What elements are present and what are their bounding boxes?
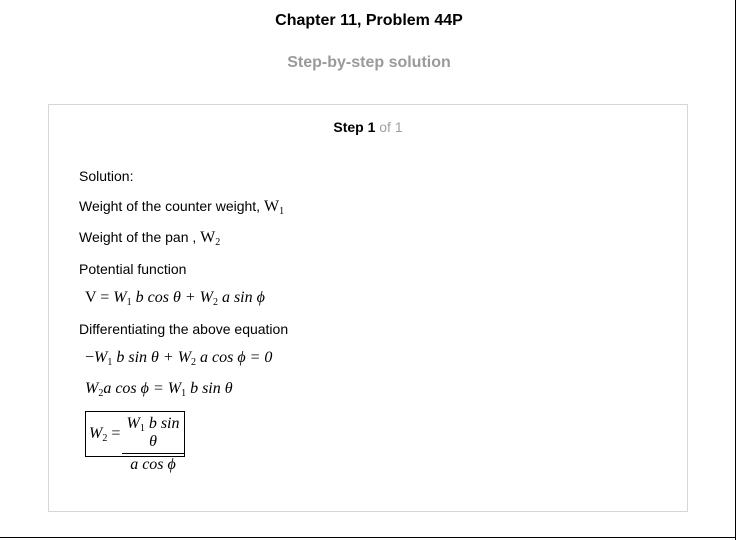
page-title: Chapter 11, Problem 44P (275, 12, 463, 29)
frame-bottom-border (0, 537, 736, 538)
w2-symbol: $W_2$ (200, 229, 221, 248)
pan-text: Weight of the pan , (79, 229, 201, 245)
w1-symbol: $W_1$ (263, 198, 285, 217)
derivative-equation: $-W_1$ b $\sin \theta + W_2$ a cos ϕ = 0 (85, 349, 273, 368)
solution-label: Solution: (79, 168, 134, 184)
pan-line (79, 229, 220, 247)
step-label: Step 1 (333, 119, 376, 135)
solution-card (48, 104, 688, 512)
counterweight-line (79, 198, 284, 216)
step-count: of 1 (379, 119, 403, 135)
frame-right-border (735, 0, 736, 540)
fraction-numerator: $W_1$ b sin θ (126, 415, 180, 450)
counterweight-text: Weight of the counter weight, (79, 198, 264, 214)
differentiating-label: Differentiating the above equation (79, 321, 289, 337)
fraction-denominator: a cos ϕ (130, 456, 176, 473)
step-header (49, 119, 687, 135)
page-subtitle: Step-by-step solution (287, 54, 451, 71)
fraction-bar (122, 453, 184, 454)
result-lhs: $W_2$ = (89, 425, 121, 444)
potential-label: Potential function (79, 261, 187, 277)
boxed-result-equation (85, 411, 185, 473)
potential-equation: $V = W_1$ b $\cos \theta + W_2$ a sin ϕ (85, 289, 265, 308)
rearranged-equation: $W_2a$ $\cos \phi = W_1$ b sin θ (85, 380, 233, 399)
result-fraction (122, 415, 184, 474)
